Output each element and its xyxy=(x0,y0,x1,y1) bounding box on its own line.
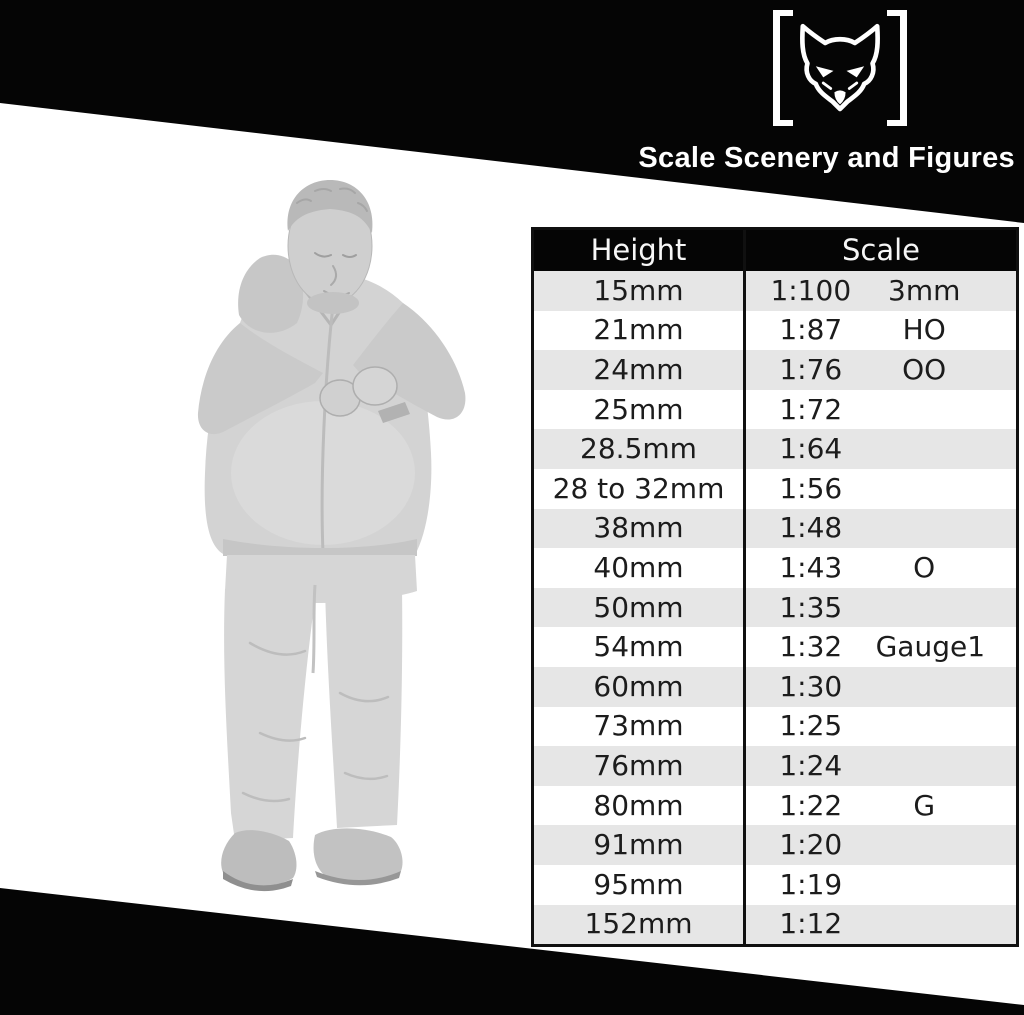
scale-cell xyxy=(743,588,1016,628)
scale-ratio: 1:32 xyxy=(779,630,843,664)
gauge-label: Gauge1 xyxy=(875,630,986,664)
table-row xyxy=(534,746,1016,786)
scale-ratio: 1:100 xyxy=(770,273,852,307)
scale-ratio: 1:76 xyxy=(779,352,843,386)
table-header-row xyxy=(534,230,1016,271)
right-bracket-icon xyxy=(887,10,907,126)
height-cell: 40mm xyxy=(593,550,684,584)
height-cell: 28.5mm xyxy=(580,432,697,466)
height-cell: 60mm xyxy=(593,669,684,703)
scale-ratio: 1:24 xyxy=(779,748,843,782)
table-row xyxy=(534,429,1016,469)
scale-cell xyxy=(743,469,1016,509)
table-row xyxy=(534,548,1016,588)
height-cell: 152mm xyxy=(584,907,693,941)
height-cell: 73mm xyxy=(593,709,684,743)
table-row xyxy=(534,509,1016,549)
scale-cell xyxy=(743,786,1016,826)
scale-cell xyxy=(743,390,1016,430)
gauge-label: OO xyxy=(902,352,947,386)
table-row xyxy=(534,350,1016,390)
scale-ratio: 1:87 xyxy=(779,313,843,347)
height-cell: 25mm xyxy=(593,392,684,426)
height-cell: 95mm xyxy=(593,867,684,901)
height-column-header: Height xyxy=(590,233,687,267)
table-row xyxy=(534,707,1016,747)
height-cell: 28 to 32mm xyxy=(552,471,725,505)
scale-cell xyxy=(743,271,1016,311)
scale-ratio: 1:48 xyxy=(779,511,843,545)
scale-ratio: 1:43 xyxy=(779,550,843,584)
table-row xyxy=(534,786,1016,826)
scale-ratio: 1:22 xyxy=(779,788,843,822)
table-body xyxy=(534,271,1016,944)
scale-ratio: 1:25 xyxy=(779,709,843,743)
scale-ratio: 1:56 xyxy=(779,471,843,505)
scale-cell xyxy=(743,627,1016,667)
scale-cell xyxy=(743,509,1016,549)
gauge-label: 3mm xyxy=(888,273,961,307)
scale-ratio: 1:20 xyxy=(779,828,843,862)
wolf-logo-icon xyxy=(763,6,917,130)
table-row xyxy=(534,865,1016,905)
height-cell: 38mm xyxy=(593,511,684,545)
height-cell: 91mm xyxy=(593,828,684,862)
scale-conversion-table xyxy=(531,227,1019,947)
scale-ratio: 1:72 xyxy=(779,392,843,426)
height-cell: 50mm xyxy=(593,590,684,624)
table-row xyxy=(534,469,1016,509)
wolf-head-icon xyxy=(802,26,877,109)
scale-cell xyxy=(743,707,1016,747)
height-cell: 54mm xyxy=(593,630,684,664)
table-row xyxy=(534,390,1016,430)
brand-wordmark: Scale Scenery and Figures xyxy=(638,142,1015,174)
height-cell: 15mm xyxy=(593,273,684,307)
product-figure-image xyxy=(165,173,483,910)
table-row xyxy=(534,825,1016,865)
scale-cell xyxy=(743,667,1016,707)
height-cell: 21mm xyxy=(593,313,684,347)
scale-cell xyxy=(743,746,1016,786)
table-row xyxy=(534,627,1016,667)
scale-ratio: 1:35 xyxy=(779,590,843,624)
table-row xyxy=(534,905,1016,945)
table-row xyxy=(534,667,1016,707)
scale-cell xyxy=(743,311,1016,351)
scale-cell xyxy=(743,548,1016,588)
table-row xyxy=(534,271,1016,311)
scale-ratio: 1:19 xyxy=(779,867,843,901)
gauge-label: G xyxy=(913,788,936,822)
scale-cell xyxy=(743,825,1016,865)
height-cell: 24mm xyxy=(593,352,684,386)
gauge-label: O xyxy=(913,550,936,584)
scale-cell xyxy=(743,350,1016,390)
left-bracket-icon xyxy=(773,10,793,126)
height-cell: 76mm xyxy=(593,748,684,782)
scale-cell xyxy=(743,905,1016,945)
height-cell: 80mm xyxy=(593,788,684,822)
table-row xyxy=(534,311,1016,351)
table-row xyxy=(534,588,1016,628)
scale-column-header: Scale xyxy=(743,230,1016,271)
scale-ratio: 1:64 xyxy=(779,432,843,466)
scale-cell xyxy=(743,865,1016,905)
scale-cell xyxy=(743,429,1016,469)
scale-ratio: 1:30 xyxy=(779,669,843,703)
gauge-label: HO xyxy=(902,313,946,347)
scale-ratio: 1:12 xyxy=(779,907,843,941)
